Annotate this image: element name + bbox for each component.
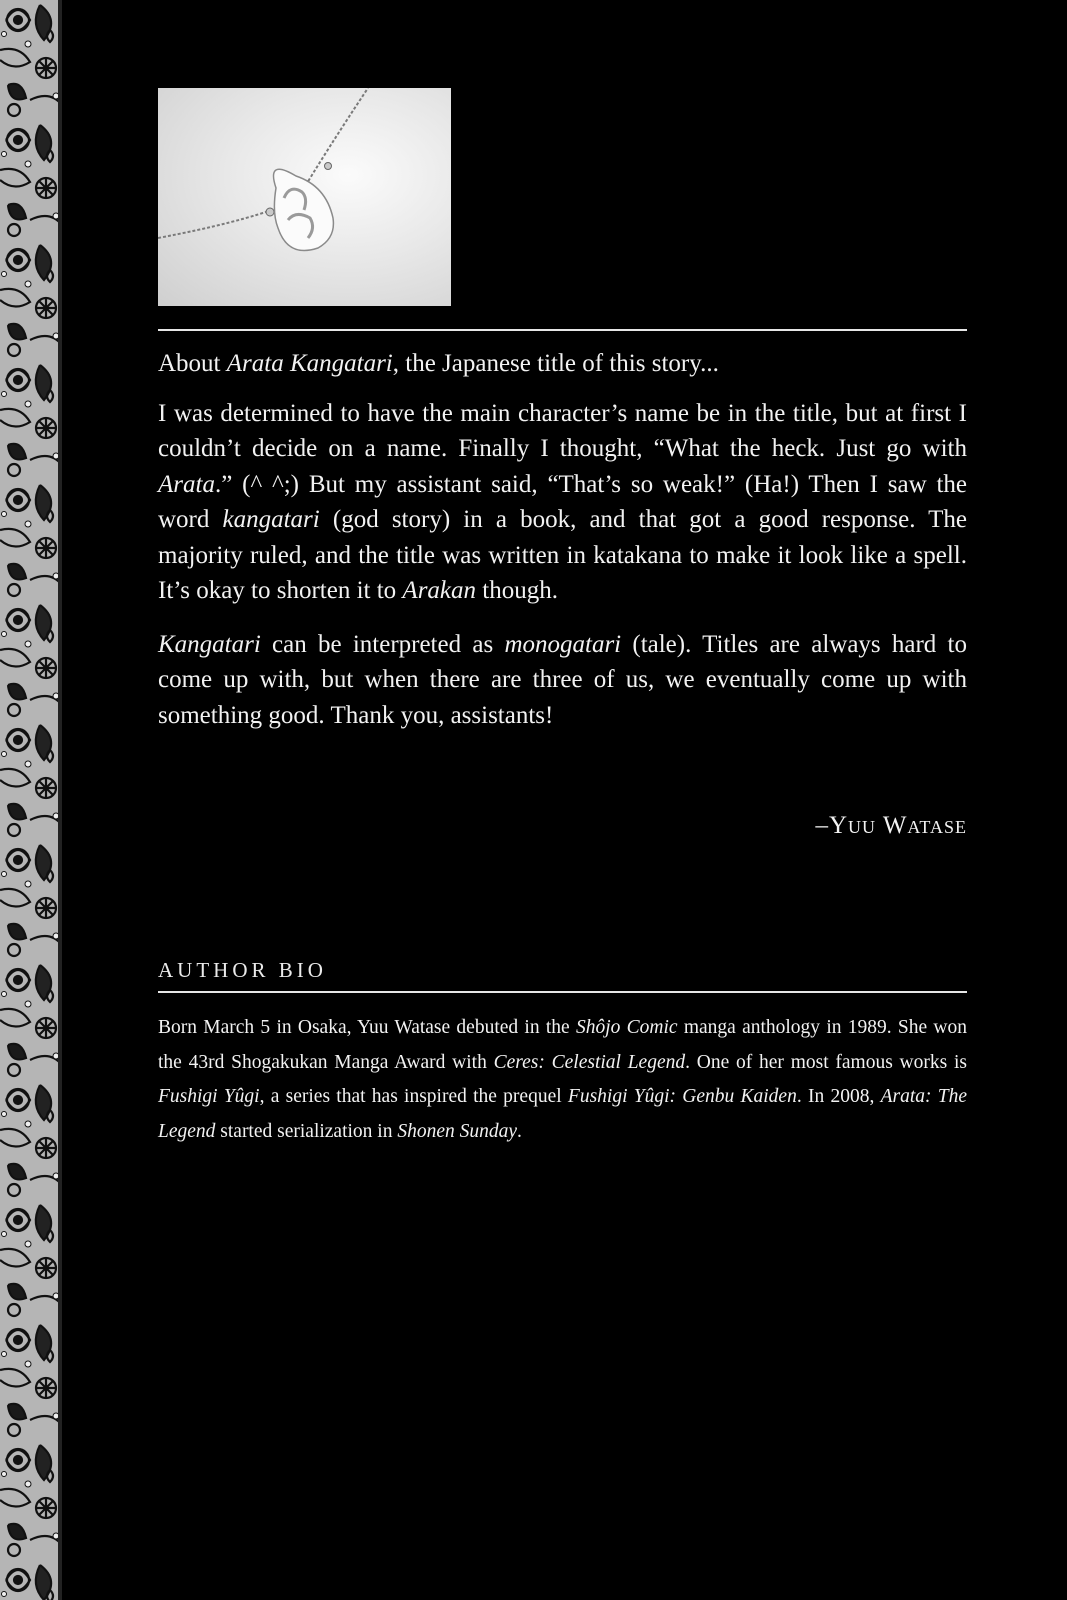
author-message: [158, 346, 967, 751]
divider-top: [158, 329, 967, 331]
necklace-photo: [158, 88, 451, 306]
author-signature: –Yuu Watase: [815, 812, 967, 839]
pendant-necklace-icon: [158, 88, 451, 306]
floral-border: [0, 0, 62, 1600]
bio-heading: AUTHOR BIO: [158, 958, 327, 982]
divider-bio: [158, 991, 967, 993]
floral-pattern-icon: [0, 0, 62, 1600]
message-intro: About Arata Kangatari, the Japanese title of this story...: [158, 350, 719, 377]
author-bio: Born March 5 in Osaka, Yuu Watase debuted in the Shôjo Comic manga anthology in 1989. She won the 43rd Shogakukan Manga Award with Ceres: Celestial Legend. One of her most famous works is Fushigi Yûgi, a series that has inspired the prequel Fushigi Yûgi: Genbu Kaiden. In 2008, Arata: The Legend started serialization in Shonen Sunday.: [158, 1017, 967, 1142]
message-paragraph-2: Kangatari can be interpreted as monogatari (tale). Titles are always hard to come up with, but when there are three of us, we eventually come up with something good. Thank you, assistants!: [158, 630, 968, 729]
message-paragraph-1: I was determined to have the main character’s name be in the title, but at first I couldn’t decide on a name. Finally I thought, “What the heck. Just go with Arata.” (^ ^;) But my assistant said, “That’s so weak!” (Ha!) Then I saw the word kangatari (god story) in a book, and that got a good response. The majority ruled, and the title was written in katakana to make it look like a spell. It’s okay to shorten it to Arakan though.: [158, 399, 967, 604]
